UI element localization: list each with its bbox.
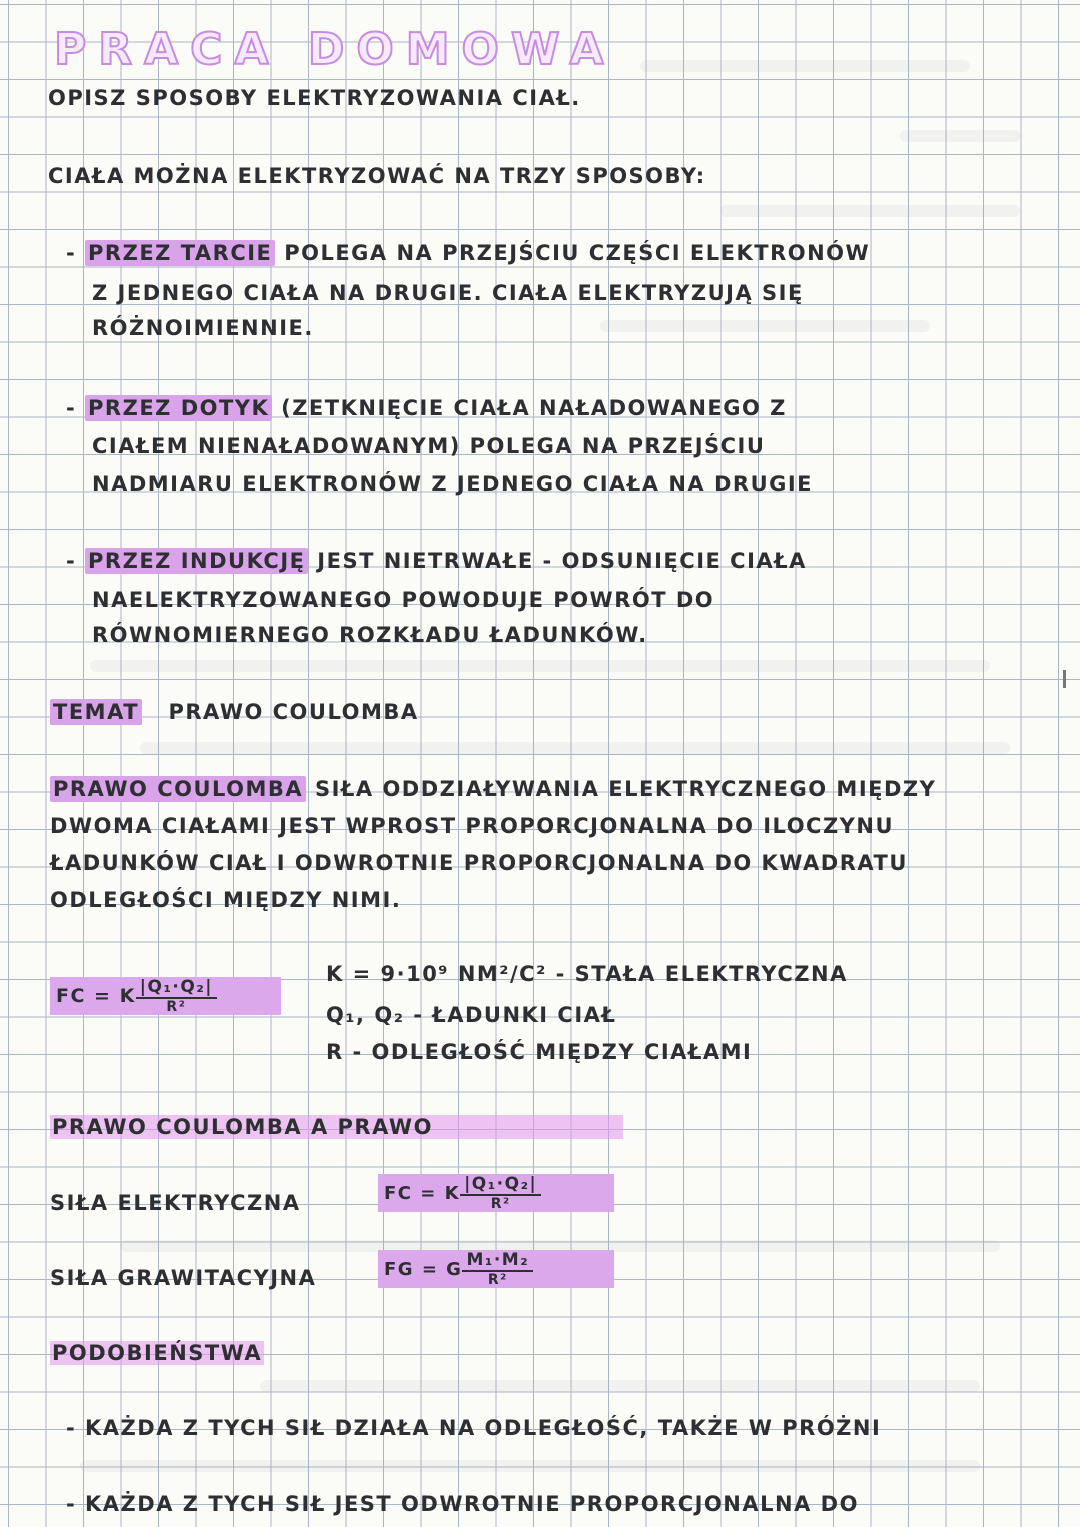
method-friction-term: PRZEZ TARCIE bbox=[85, 240, 275, 266]
electric-formula-numerator: |Q₁·Q₂| bbox=[460, 1174, 541, 1196]
electric-force-label: SIŁA ELEKTRYCZNA bbox=[50, 1191, 301, 1215]
formula-legend-r: R - ODLEGŁOŚĆ MIĘDZY CIAŁAMI bbox=[326, 1040, 753, 1064]
gravity-formula-denominator: R² bbox=[487, 1272, 508, 1288]
comparison-heading-line bbox=[50, 1117, 623, 1138]
law-line-1 bbox=[50, 779, 936, 800]
topic-line bbox=[50, 702, 419, 723]
method-friction-text: POLEGA NA PRZEJŚCIU CZĘŚCI ELEKTRONÓW bbox=[284, 241, 871, 265]
method-contact-line-3: NADMIARU ELEKTRONÓW Z JEDNEGO CIAŁA NA DRUGIE bbox=[92, 472, 814, 496]
method-induction-line-2: NAELEKTRYZOWANEGO POWODUJE POWRÓT DO bbox=[92, 588, 715, 612]
gravity-formula-lhs: FG = G bbox=[384, 1258, 463, 1280]
similarity-item-1: - KAŻDA Z TYCH SIŁ DZIAŁA NA ODLEGŁOŚĆ, TAKŻE W PRÓŻNI bbox=[66, 1416, 882, 1440]
bleed-through-mark bbox=[640, 60, 970, 72]
method-induction-term: PRZEZ INDUKCJĘ bbox=[85, 548, 308, 574]
method-induction-text: JEST NIETRWAŁE - ODSUNIĘCIE CIAŁA bbox=[317, 549, 807, 573]
method-contact-line-1: - PRZEZ DOTYK (ZETKNIĘCIE CIAŁA NAŁADOWANEGO Z bbox=[66, 396, 787, 420]
bleed-through-mark bbox=[260, 1380, 980, 1392]
formula-denominator: R² bbox=[166, 999, 187, 1015]
page-title: PRACA DOMOWA bbox=[54, 24, 616, 75]
method-friction-line-1: - PRZEZ TARCIE POLEGA NA PRZEJŚCIU CZĘŚCI ELEKTRONÓW bbox=[66, 241, 871, 265]
bleed-through-mark bbox=[140, 742, 1010, 754]
formula-lhs: FC = K bbox=[56, 985, 136, 1007]
gravity-formula-fraction bbox=[462, 1250, 533, 1288]
intro-text: CIAŁA MOŻNA ELEKTRYZOWAĆ NA TRZY SPOSOBY: bbox=[48, 164, 706, 188]
method-contact-text: (ZETKNIĘCIE CIAŁA NAŁADOWANEGO Z bbox=[281, 396, 787, 420]
margin-mark bbox=[1063, 670, 1066, 688]
coulomb-formula bbox=[50, 977, 281, 1015]
question-text: OPISZ SPOSOBY ELEKTRYZOWANIA CIAŁ. bbox=[48, 86, 581, 110]
similarity-item-2: - KAŻDA Z TYCH SIŁ JEST ODWROTNIE PROPORCJONALNA DO bbox=[66, 1492, 859, 1516]
electric-formula-fraction bbox=[460, 1174, 541, 1212]
bleed-through-mark bbox=[720, 205, 1020, 217]
law-line-2: DWOMA CIAŁAMI JEST WPROST PROPORCJONALNA DO ILOCZYNU bbox=[50, 814, 895, 838]
electric-formula-lhs: FC = K bbox=[384, 1182, 461, 1204]
bleed-through-mark bbox=[900, 130, 1020, 142]
bleed-through-mark bbox=[90, 660, 990, 672]
electric-formula-denominator: R² bbox=[490, 1196, 511, 1212]
law-text: SIŁA ODDZIAŁYWANIA ELEKTRYCZNEGO MIĘDZY bbox=[314, 777, 937, 801]
bleed-through-mark bbox=[600, 320, 930, 332]
topic-value: PRAWO COULOMBA bbox=[168, 700, 419, 724]
law-term: PRAWO COULOMBA bbox=[50, 776, 306, 802]
formula-numerator: |Q₁·Q₂| bbox=[136, 977, 217, 999]
similarities-heading: PODOBIEŃSTWA bbox=[52, 1341, 263, 1365]
gravity-force-formula bbox=[378, 1250, 614, 1288]
law-line-4: ODLEGŁOŚCI MIĘDZY NIMI. bbox=[50, 888, 402, 912]
comparison-heading: PRAWO COULOMBA A PRAWO bbox=[50, 1115, 623, 1139]
method-induction-line-1: - PRZEZ INDUKCJĘ JEST NIETRWAŁE - ODSUNIĘCIE CIAŁA bbox=[66, 549, 807, 573]
method-contact-line-2: CIAŁEM NIENAŁADOWANYM) POLEGA NA PRZEJŚCIU bbox=[92, 434, 766, 458]
bleed-through-mark bbox=[80, 1460, 980, 1472]
law-line-3: ŁADUNKÓW CIAŁ I ODWROTNIE PROPORCJONALNA DO KWADRATU bbox=[50, 851, 908, 875]
gravity-force-label: SIŁA GRAWITACYJNA bbox=[50, 1266, 317, 1290]
method-friction-line-2: Z JEDNEGO CIAŁA NA DRUGIE. CIAŁA ELEKTRYZUJĄ SIĘ bbox=[92, 281, 804, 305]
formula-legend-k: K = 9·10⁹ NM²/C² - STAŁA ELEKTRYCZNA bbox=[326, 962, 848, 986]
topic-label: TEMAT bbox=[50, 699, 142, 725]
formula-legend-q: Q₁, Q₂ - ŁADUNKI CIAŁ bbox=[326, 1003, 617, 1027]
similarities-heading-line bbox=[50, 1343, 264, 1364]
formula-fraction bbox=[136, 977, 217, 1015]
method-friction-line-3: RÓŻNOIMIENNIE. bbox=[92, 316, 314, 340]
method-contact-term: PRZEZ DOTYK bbox=[85, 395, 272, 421]
gravity-formula-numerator: M₁·M₂ bbox=[462, 1250, 533, 1272]
method-induction-line-3: RÓWNOMIERNEGO ROZKŁADU ŁADUNKÓW. bbox=[92, 623, 648, 647]
electric-force-formula bbox=[378, 1174, 614, 1212]
